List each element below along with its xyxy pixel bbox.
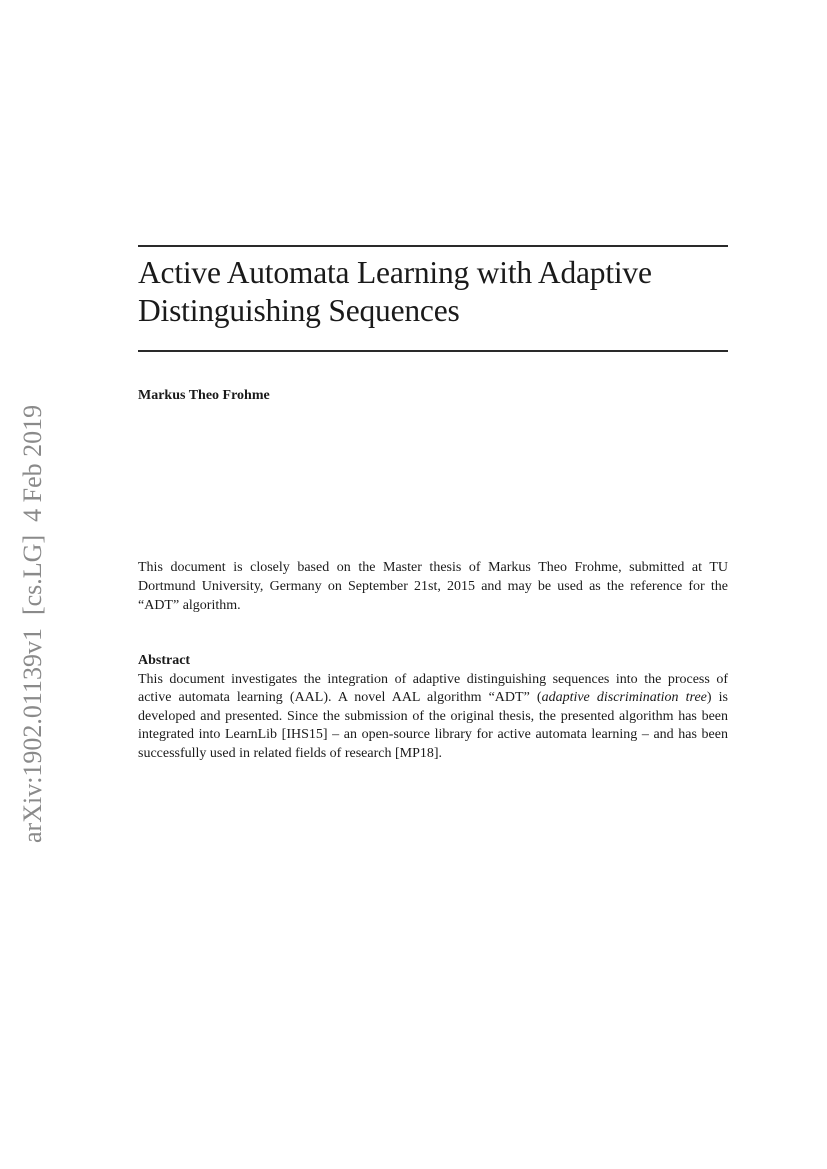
title-rule-top [138, 245, 728, 247]
abstract-section [138, 652, 728, 764]
arxiv-date: 4 Feb 2019 [18, 404, 47, 522]
title-line-1: Active Automata Learning with Adaptive [138, 255, 652, 290]
abstract-text-2: ) is developed and presented. Since the submission of the original thesis, the presented algorithm has been integrated into LearnLib [IHS15] – an open-source library for active automata learning – and has been successfully used in related fields of research [MP18]. [138, 690, 728, 761]
arxiv-stamp [18, 405, 48, 843]
abstract-italic-term: adaptive discrimination tree [541, 690, 707, 706]
abstract-heading: Abstract [138, 653, 191, 668]
thesis-note: This document is closely based on the Master thesis of Markus Theo Frohme, submitted at TU Dortmund University, Germany on September 21st, 2015 and may be used as the reference for the “ADT” algorithm. [138, 560, 728, 613]
author-name: Markus Theo Frohme [138, 388, 270, 403]
abstract-body [138, 671, 728, 764]
arxiv-category: [cs.LG] [18, 534, 47, 616]
title-rule-bottom [138, 350, 728, 352]
arxiv-id: arXiv:1902.01139v1 [18, 628, 47, 843]
abstract-text-1: This document investigates the integration of adaptive distinguishing sequences into the process of active automata learning (AAL). A novel AAL algorithm “ADT” ( [138, 671, 728, 706]
paper-title [138, 254, 758, 330]
title-line-2: Distinguishing Sequences [138, 293, 460, 328]
